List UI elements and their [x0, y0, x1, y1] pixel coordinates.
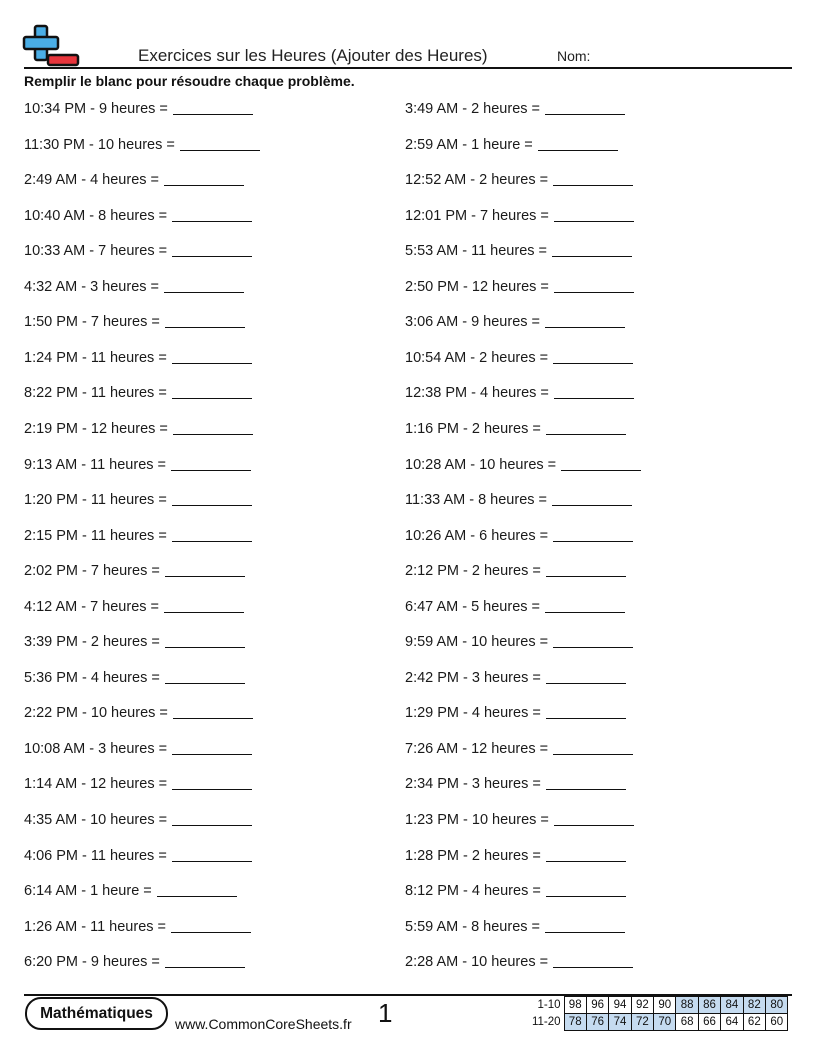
answer-blank[interactable]: [157, 883, 237, 897]
problem-item: [24, 741, 252, 757]
answer-blank[interactable]: [545, 314, 625, 328]
problem-item: [405, 457, 641, 473]
problem-item: [405, 385, 634, 401]
problem-item: [24, 385, 252, 401]
problem-text: 11:33 AM - 8 heures =: [405, 492, 547, 509]
answer-blank[interactable]: [552, 492, 632, 506]
problem-text: 4:35 AM - 10 heures =: [24, 812, 168, 828]
problem-text: 1:20 PM - 11 heures =: [24, 492, 167, 509]
problem-text: 2:02 PM - 7 heures =: [24, 563, 160, 580]
problem-text: 12:01 PM - 7 heures =: [405, 207, 549, 224]
answer-blank[interactable]: [553, 350, 633, 364]
answer-blank[interactable]: [165, 634, 245, 648]
answer-blank[interactable]: [554, 385, 634, 399]
score-cell: 90: [654, 997, 676, 1014]
site-url: www.CommonCoreSheets.fr: [175, 1016, 352, 1032]
answer-blank[interactable]: [172, 812, 252, 826]
problem-text: 10:40 AM - 8 heures =: [24, 207, 168, 224]
problem-text: 12:38 PM - 4 heures =: [405, 385, 549, 402]
problem-item: [24, 492, 252, 508]
answer-blank[interactable]: [172, 776, 252, 790]
score-cell: 82: [743, 997, 765, 1014]
problem-text: 10:54 AM - 2 heures =: [405, 349, 549, 366]
problem-text: 2:22 PM - 10 heures =: [24, 705, 168, 722]
problem-item: [24, 705, 253, 721]
problem-item: [405, 670, 626, 686]
problem-text: 6:14 AM - 1 heure =: [24, 883, 152, 900]
problem-item: [405, 314, 625, 330]
answer-blank[interactable]: [164, 279, 244, 293]
score-cell: 64: [721, 1014, 743, 1031]
problem-text: 2:49 AM - 4 heures =: [24, 172, 160, 189]
score-cell: 84: [721, 997, 743, 1014]
answer-blank[interactable]: [165, 954, 245, 968]
problem-item: [24, 350, 252, 366]
problem-text: 3:06 AM - 9 heures =: [405, 314, 541, 331]
problem-text: 2:28 AM - 10 heures =: [405, 954, 549, 971]
problem-item: [24, 314, 245, 330]
problem-text: 5:36 PM - 4 heures =: [24, 669, 160, 686]
answer-blank[interactable]: [553, 528, 633, 542]
problem-text: 1:23 PM - 10 heures =: [405, 812, 549, 828]
problem-item: [24, 457, 251, 473]
problem-item: [405, 634, 633, 650]
answer-blank[interactable]: [546, 670, 626, 684]
problem-item: [24, 101, 253, 117]
answer-blank[interactable]: [164, 599, 244, 613]
score-cell: 86: [698, 997, 720, 1014]
problem-text: 10:28 AM - 10 heures =: [405, 456, 557, 473]
score-cell: 62: [743, 1014, 765, 1031]
problem-text: 4:32 AM - 3 heures =: [24, 278, 160, 295]
score-cell: 98: [564, 997, 586, 1014]
answer-blank[interactable]: [164, 172, 244, 186]
problem-item: [405, 492, 632, 508]
answer-blank[interactable]: [553, 741, 633, 755]
problem-item: [24, 883, 237, 899]
problem-text: 1:50 PM - 7 heures =: [24, 314, 160, 331]
name-label: Nom:: [557, 48, 591, 64]
problem-text: 1:14 AM - 12 heures =: [24, 776, 168, 793]
answer-blank[interactable]: [173, 101, 253, 115]
answer-blank[interactable]: [173, 705, 253, 719]
problem-text: 6:47 AM - 5 heures =: [405, 598, 541, 615]
answer-blank[interactable]: [172, 385, 252, 399]
problem-text: 4:12 AM - 7 heures =: [24, 598, 160, 615]
problem-text: 3:49 AM - 2 heures =: [405, 101, 541, 117]
problem-text: 2:42 PM - 3 heures =: [405, 669, 541, 686]
score-cell: 88: [676, 997, 698, 1014]
answer-blank[interactable]: [546, 848, 626, 862]
problem-item: [24, 812, 252, 828]
problem-item: [405, 599, 625, 615]
problem-item: [24, 954, 245, 970]
problem-item: [24, 528, 252, 544]
problem-item: [405, 741, 633, 757]
score-cell: 76: [586, 1014, 608, 1031]
answer-blank[interactable]: [553, 954, 633, 968]
answer-blank[interactable]: [554, 208, 634, 222]
problem-text: 2:15 PM - 11 heures =: [24, 527, 167, 544]
answer-blank[interactable]: [172, 243, 252, 257]
answer-blank[interactable]: [165, 314, 245, 328]
answer-blank[interactable]: [546, 883, 626, 897]
brand-badge: Mathématiques: [25, 997, 168, 1030]
problem-item: [24, 919, 251, 935]
score-cell: 60: [766, 1014, 788, 1031]
score-cell: 80: [766, 997, 788, 1014]
page-number: 1: [378, 998, 393, 1028]
problem-item: [405, 350, 633, 366]
answer-blank[interactable]: [545, 599, 625, 613]
problem-item: [405, 776, 626, 792]
score-cell: 66: [698, 1014, 720, 1031]
worksheet-title: Exercices sur les Heures (Ajouter des Heures): [138, 46, 488, 65]
problem-item: [24, 670, 245, 686]
problem-text: 5:53 AM - 11 heures =: [405, 243, 547, 260]
problem-text: 5:59 AM - 8 heures =: [405, 918, 541, 935]
answer-blank[interactable]: [172, 741, 252, 755]
score-cell: 94: [609, 997, 631, 1014]
answer-blank[interactable]: [554, 812, 634, 826]
score-cell: 70: [654, 1014, 676, 1031]
problem-text: 12:52 AM - 2 heures =: [405, 172, 549, 189]
answer-blank[interactable]: [165, 563, 245, 577]
problem-item: [405, 137, 618, 153]
problem-item: [405, 101, 625, 117]
problem-item: [405, 705, 626, 721]
problem-item: [405, 919, 625, 935]
problem-text: 2:34 PM - 3 heures =: [405, 776, 541, 793]
problem-item: [24, 563, 245, 579]
score-cell: 96: [586, 997, 608, 1014]
answer-blank[interactable]: [165, 670, 245, 684]
answer-blank[interactable]: [171, 457, 251, 471]
problem-text: 1:28 PM - 2 heures =: [405, 847, 541, 864]
score-row: [528, 997, 788, 1014]
answer-blank[interactable]: [561, 457, 641, 471]
problem-text: 10:34 PM - 9 heures =: [24, 101, 168, 117]
score-cell: 92: [631, 997, 653, 1014]
problem-item: [405, 528, 633, 544]
answer-blank[interactable]: [546, 776, 626, 790]
header-divider: [24, 67, 792, 69]
problem-text: 10:08 AM - 3 heures =: [24, 740, 168, 757]
answer-blank[interactable]: [545, 101, 625, 115]
problem-text: 9:59 AM - 10 heures =: [405, 634, 549, 651]
problem-text: 1:29 PM - 4 heures =: [405, 705, 541, 722]
problem-text: 2:50 PM - 12 heures =: [405, 278, 549, 295]
score-cell: 74: [609, 1014, 631, 1031]
problem-text: 4:06 PM - 11 heures =: [24, 847, 167, 864]
answer-blank[interactable]: [554, 279, 634, 293]
answer-blank[interactable]: [172, 528, 252, 542]
answer-blank[interactable]: [546, 705, 626, 719]
score-range-label: 11-20: [531, 1016, 561, 1028]
problem-item: [24, 279, 244, 295]
problem-text: 8:12 PM - 4 heures =: [405, 883, 541, 900]
problem-item: [24, 421, 253, 437]
answer-blank[interactable]: [172, 492, 252, 506]
answer-blank[interactable]: [172, 208, 252, 222]
problem-item: [405, 812, 634, 828]
problem-text: 3:39 PM - 2 heures =: [24, 634, 160, 651]
problem-item: [405, 848, 626, 864]
problem-item: [405, 172, 633, 188]
problem-text: 1:16 PM - 2 heures =: [405, 420, 541, 437]
problem-text: 6:20 PM - 9 heures =: [24, 954, 160, 971]
problem-item: [24, 776, 252, 792]
problem-text: 7:26 AM - 12 heures =: [405, 740, 549, 757]
problem-item: [405, 279, 634, 295]
problem-item: [24, 243, 252, 259]
answer-blank[interactable]: [546, 421, 626, 435]
score-cell: 78: [564, 1014, 586, 1031]
score-table: [528, 996, 788, 1031]
answer-blank[interactable]: [553, 634, 633, 648]
score-range-label: 1-10: [537, 999, 561, 1011]
score-row: [528, 1014, 788, 1031]
answer-blank[interactable]: [538, 137, 618, 151]
problem-item: [24, 599, 244, 615]
problem-item: [24, 634, 245, 650]
answer-blank[interactable]: [173, 421, 253, 435]
problem-text: 9:13 AM - 11 heures =: [24, 456, 166, 473]
answer-blank[interactable]: [552, 243, 632, 257]
problem-text: 1:26 AM - 11 heures =: [24, 918, 166, 935]
problem-text: 2:19 PM - 12 heures =: [24, 420, 168, 437]
answer-blank[interactable]: [172, 848, 252, 862]
score-cell: 68: [676, 1014, 698, 1031]
answer-blank[interactable]: [171, 919, 251, 933]
logo-plus-minus-icon: [22, 24, 80, 68]
problem-item: [405, 421, 626, 437]
problem-item: [405, 954, 633, 970]
problem-text: 10:26 AM - 6 heures =: [405, 527, 549, 544]
problem-item: [405, 208, 634, 224]
problem-item: [405, 883, 626, 899]
answer-blank[interactable]: [172, 350, 252, 364]
problem-item: [24, 208, 252, 224]
score-cell: 72: [631, 1014, 653, 1031]
problem-text: 2:59 AM - 1 heure =: [405, 136, 533, 153]
problem-text: 11:30 PM - 10 heures =: [24, 136, 175, 153]
answer-blank[interactable]: [553, 172, 633, 186]
problem-item: [405, 243, 632, 259]
problem-item: [24, 137, 260, 153]
problem-item: [405, 563, 626, 579]
problem-text: 2:12 PM - 2 heures =: [405, 563, 541, 580]
problem-text: 8:22 PM - 11 heures =: [24, 385, 167, 402]
problem-item: [24, 848, 252, 864]
instructions: Remplir le blanc pour résoudre chaque problème.: [24, 73, 355, 89]
problem-item: [24, 172, 244, 188]
answer-blank[interactable]: [546, 563, 626, 577]
answer-blank[interactable]: [180, 137, 260, 151]
problem-text: 1:24 PM - 11 heures =: [24, 349, 167, 366]
answer-blank[interactable]: [545, 919, 625, 933]
problem-text: 10:33 AM - 7 heures =: [24, 243, 168, 260]
